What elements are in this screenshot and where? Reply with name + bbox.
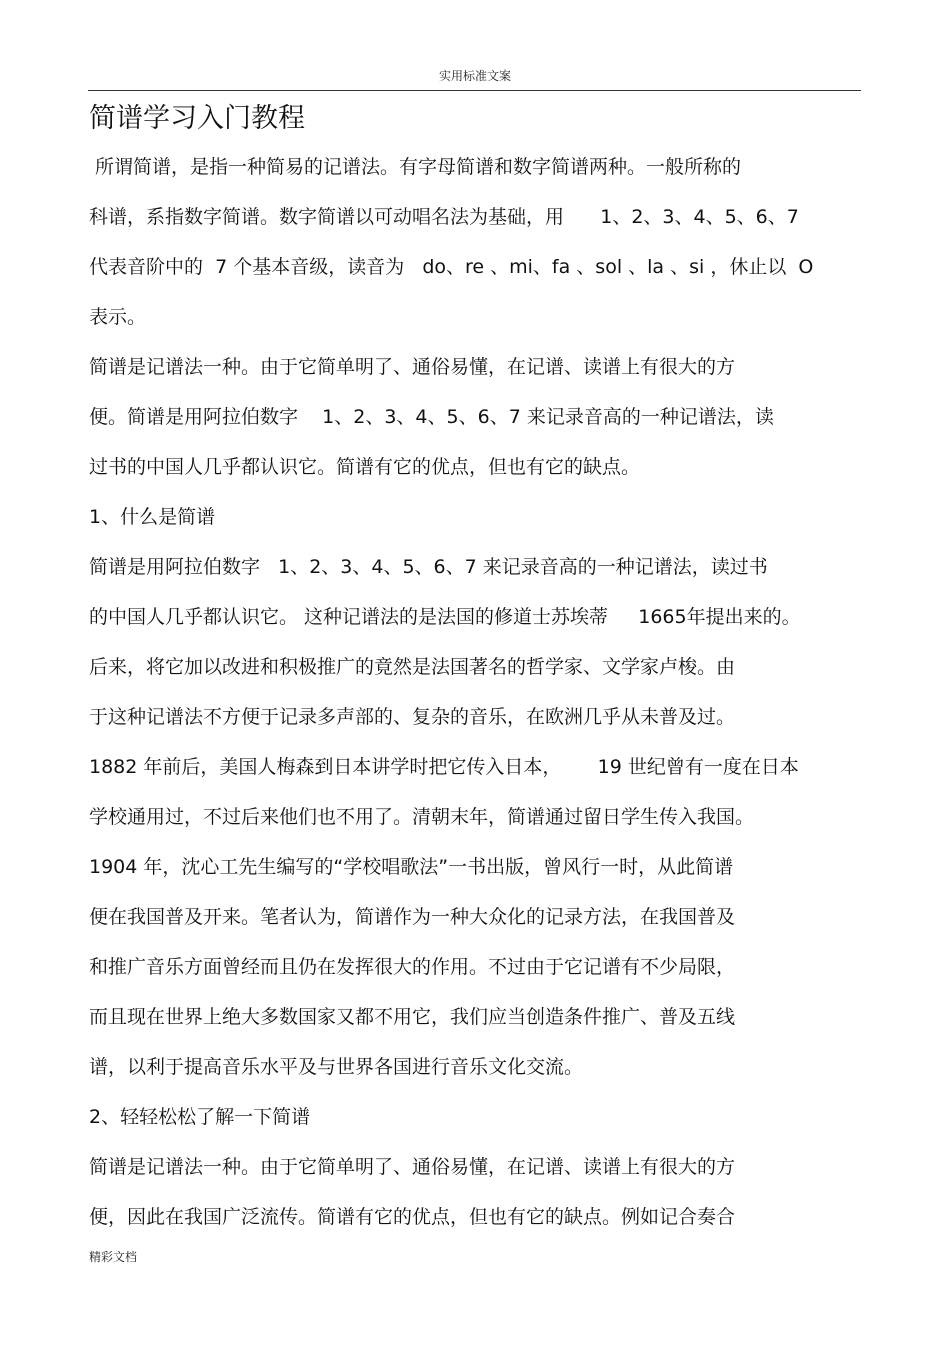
page-footer: 精彩文档 <box>89 1250 138 1264</box>
body-line: 表示。 <box>89 306 147 328</box>
body-line: 的中国人几乎都认识它。 这种记谱法的是法国的修道士苏埃蒂 1665年提出来的。 <box>89 606 801 628</box>
body-line: 1882 年前后，美国人梅森到日本讲学时把它传入日本， 19 世纪曾有一度在日本 <box>89 756 799 778</box>
body-line: 所谓简谱，是指一种简易的记谱法。有字母简谱和数字简谱两种。一般所称的 <box>89 156 742 178</box>
body-line: 代表音阶中的 7 个基本音级，读音为 do、re 、mi、fa 、sol 、la 、si ，休止以 O <box>89 256 814 278</box>
page-header: 实用标准文案 <box>438 69 511 83</box>
document-body <box>89 142 879 1242</box>
body-line: 谱，以利于提高音乐水平及与世界各国进行音乐文化交流。 <box>89 1056 584 1078</box>
body-line: 1904 年，沈心工先生编写的“学校唱歌法”一书出版，曾风行一时，从此简谱 <box>89 856 734 878</box>
body-line: 而且现在世界上绝大多数国家又都不用它，我们应当创造条件推广、普及五线 <box>89 1006 736 1028</box>
header-divider <box>88 90 861 91</box>
section-heading: 2、轻轻松松了解一下简谱 <box>89 1106 311 1128</box>
body-line: 便在我国普及开来。笔者认为，简谱作为一种大众化的记录方法，在我国普及 <box>89 906 736 928</box>
body-line: 学校通用过，不过后来他们也不用了。清朝末年，简谱通过留日学生传入我国。 <box>89 806 755 828</box>
body-line: 后来，将它加以改进和积极推广的竟然是法国著名的哲学家、文学家卢梭。由 <box>89 656 736 678</box>
document-title: 简谱学习入门教程 <box>89 103 305 134</box>
body-line: 简谱是用阿拉伯数字 1、2、3、4、5、6、7 来记录音高的一种记谱法，读过书 <box>89 556 768 578</box>
body-line: 便。简谱是用阿拉伯数字 1、2、3、4、5、6、7 来记录音高的一种记谱法，读 <box>89 406 774 428</box>
body-line: 简谱是记谱法一种。由于它简单明了、通俗易懂，在记谱、读谱上有很大的方 <box>89 356 736 378</box>
body-line: 和推广音乐方面曾经而且仍在发挥很大的作用。不过由于它记谱有不少局限， <box>89 956 736 978</box>
body-line: 便，因此在我国广泛流传。简谱有它的优点，但也有它的缺点。例如记合奏合 <box>89 1206 736 1228</box>
body-line: 于这种记谱法不方便于记录多声部的、复杂的音乐，在欧洲几乎从未普及过。 <box>89 706 736 728</box>
body-line: 科谱，系指数字简谱。数字简谱以可动唱名法为基础，用 1、2、3、4、5、6、7 <box>89 206 799 228</box>
section-heading: 1、什么是简谱 <box>89 506 216 528</box>
body-line: 过书的中国人几乎都认识它。简谱有它的优点，但也有它的缺点。 <box>89 456 641 478</box>
body-line: 简谱是记谱法一种。由于它简单明了、通俗易懂，在记谱、读谱上有很大的方 <box>89 1156 736 1178</box>
